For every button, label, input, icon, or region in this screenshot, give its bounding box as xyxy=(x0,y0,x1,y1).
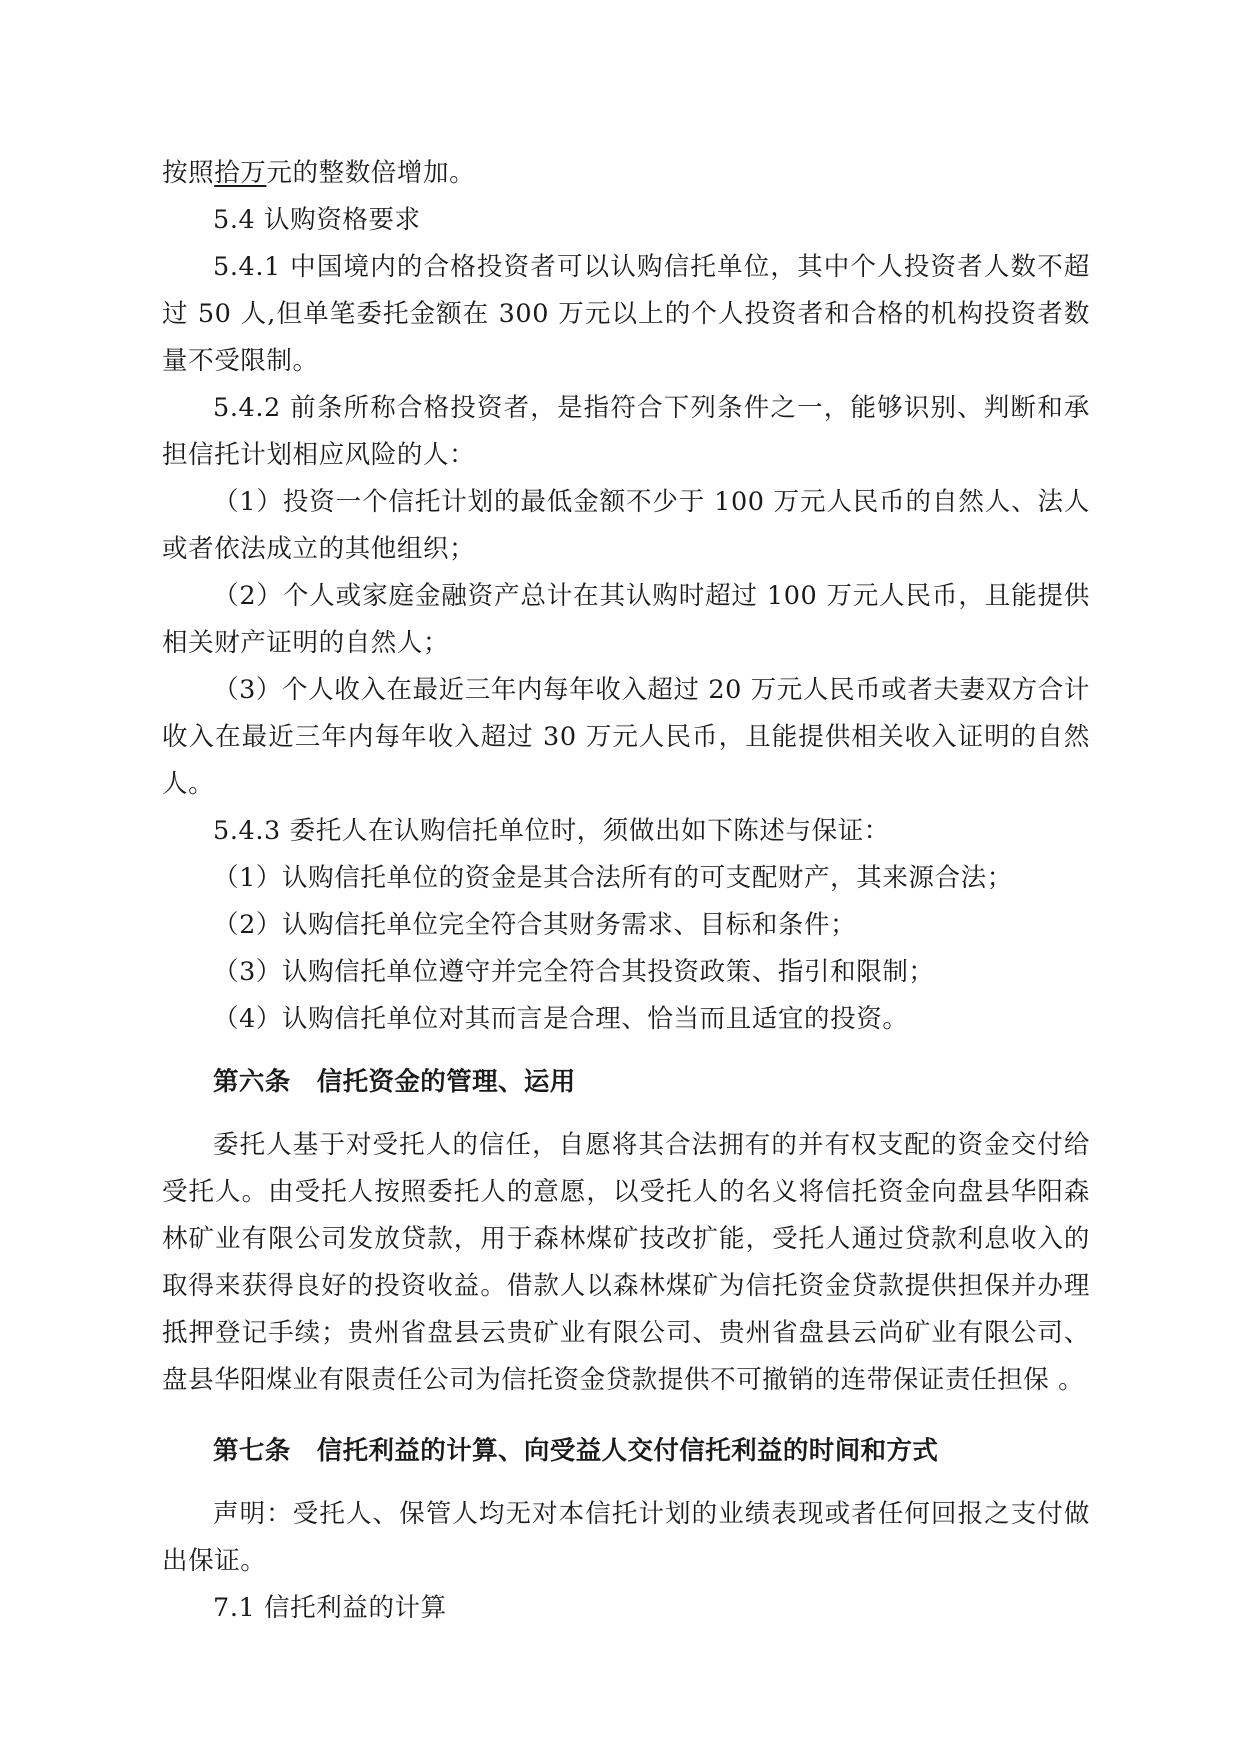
document-body xyxy=(162,150,1090,1632)
article-6-number: 第六条 xyxy=(213,1067,291,1097)
increment-text-post: 元的整数倍增加。 xyxy=(266,158,476,188)
declaration-3: （3）认购信托单位遵守并完全符合其投资政策、指引和限制； xyxy=(213,957,935,987)
paragraph-increment xyxy=(162,150,1090,197)
article-6-title: 信托资金的管理、运用 xyxy=(316,1067,576,1097)
article-6-body: 委托人基于对受托人的信任，自愿将其合法拥有的并有权支配的资金交付给受托人。由受托人按照委托人的意愿，以受托人的名义将信托资金向盘县华阳森林矿业有限公司发放贷款，用于森林煤矿技改扩能，受托人通过贷款利息收入的取得来获得良好的投资收益。借款人以森林煤矿为信托资金贷款提供担保并办理抵押登记手续；贵州省盘县云贵矿业有限公司、贵州省盘县云尚矿业有限公司、盘县华阳煤业有限责任公司为信托资金贷款提供不可撤销的连带保证责任担保 。 xyxy=(162,1130,1090,1395)
condition-2: （2）个人或家庭金融资产总计在其认购时超过 100 万元人民币，且能提供相关财产证明的自然人； xyxy=(162,581,1090,658)
article-7-heading xyxy=(162,1428,1090,1475)
section-5-4-2: 5.4.2 前条所称合格投资者，是指符合下列条件之一，能够识别、判断和承担信托计划相应风险的人： xyxy=(162,393,1090,470)
article-7-title: 信托利益的计算、向受益人交付信托利益的时间和方式 xyxy=(316,1436,939,1466)
section-5-4-heading: 5.4 认购资格要求 xyxy=(213,205,421,235)
declaration-4: （4）认购信托单位对其而言是合理、恰当而且适宜的投资。 xyxy=(213,1004,909,1034)
increment-underlined-amount: 拾万 xyxy=(214,158,267,188)
article-7-number: 第七条 xyxy=(213,1436,291,1466)
section-7-1-heading: 7.1 信托利益的计算 xyxy=(213,1593,447,1623)
section-5-4-3: 5.4.3 委托人在认购信托单位时，须做出如下陈述与保证： xyxy=(213,816,890,846)
declaration-2: （2）认购信托单位完全符合其财务需求、目标和条件； xyxy=(213,910,857,940)
increment-text-pre: 按照 xyxy=(162,158,215,188)
condition-1: （1）投资一个信托计划的最低金额不少于 100 万元人民币的自然人、法人或者依法成立的其他组织； xyxy=(162,487,1090,564)
declaration-1: （1）认购信托单位的资金是其合法所有的可支配财产，其来源合法； xyxy=(213,863,1013,893)
article-7-statement: 声明：受托人、保管人均无对本信托计划的业绩表现或者任何回报之支付做出保证。 xyxy=(162,1499,1090,1576)
condition-3: （3）个人收入在最近三年内每年收入超过 20 万元人民币或者夫妻双方合计收入在最近三年内每年收入超过 30 万元人民币，且能提供相关收入证明的自然人。 xyxy=(162,675,1090,799)
article-6-heading xyxy=(162,1059,1090,1106)
section-5-4-1: 5.4.1 中国境内的合格投资者可以认购信托单位，其中个人投资者人数不超过 50 人,但单笔委托金额在 300 万元以上的个人投资者和合格的机构投资者数量不受限制。 xyxy=(162,252,1090,376)
